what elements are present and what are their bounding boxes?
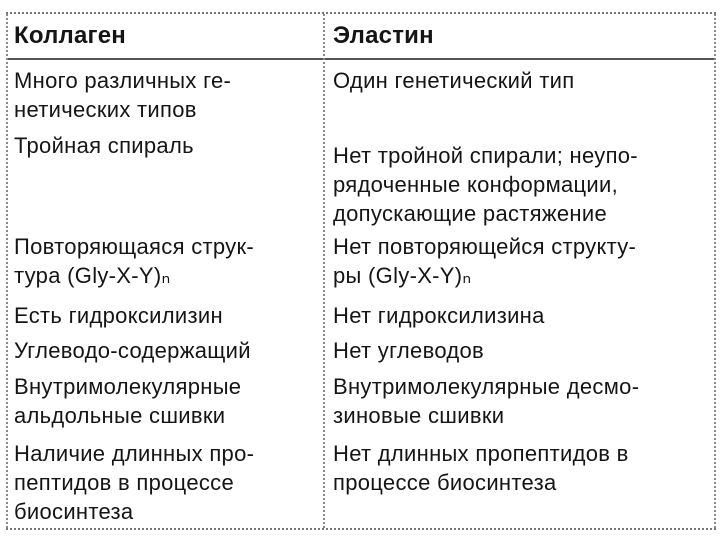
cell-collagen-crosslinks: Внутримолекулярные альдольные сшивки [14, 374, 242, 428]
table-bottom-border [6, 528, 716, 530]
cell-collagen-carbohydrate: Углеводо-содержащий [14, 338, 251, 363]
cell-elastin-hydroxylysine: Нет гидроксилизина [333, 303, 545, 328]
column-divider [323, 14, 325, 528]
table-left-border [6, 14, 8, 528]
header-divider [6, 58, 716, 60]
column-header-elastin: Эластин [333, 22, 434, 49]
cell-elastin-helix: Нет тройной спирали; неупо- рядоченные конформации, допускающие растяжение [333, 143, 638, 226]
cell-elastin-propeptides: Нет длинных пропептидов в процессе биосинтеза [333, 441, 629, 495]
cell-collagen-repeat-structure: Повторяющаяся струк- тура (Gly-X-Y)ₙ [14, 234, 255, 288]
table-top-border [6, 12, 716, 14]
cell-elastin-carbohydrate: Нет углеводов [333, 338, 485, 363]
cell-collagen-genetic-types: Много различных ге- нетических типов [14, 68, 232, 122]
cell-collagen-propeptides: Наличие длинных про- пептидов в процессе биосинтеза [14, 441, 255, 524]
cell-collagen-hydroxylysine: Есть гидроксилизин [14, 303, 223, 328]
cell-elastin-crosslinks: Внутримолекулярные десмо- зиновые сшивки [333, 374, 640, 428]
table-right-border [714, 14, 716, 528]
cell-elastin-genetic-types: Один генетический тип [333, 68, 575, 93]
column-header-collagen: Коллаген [14, 22, 126, 49]
cell-collagen-helix: Тройная спираль [14, 133, 194, 158]
cell-elastin-repeat-structure: Нет повторяющейся структу- ры (Gly-X-Y)ₙ [333, 234, 637, 288]
